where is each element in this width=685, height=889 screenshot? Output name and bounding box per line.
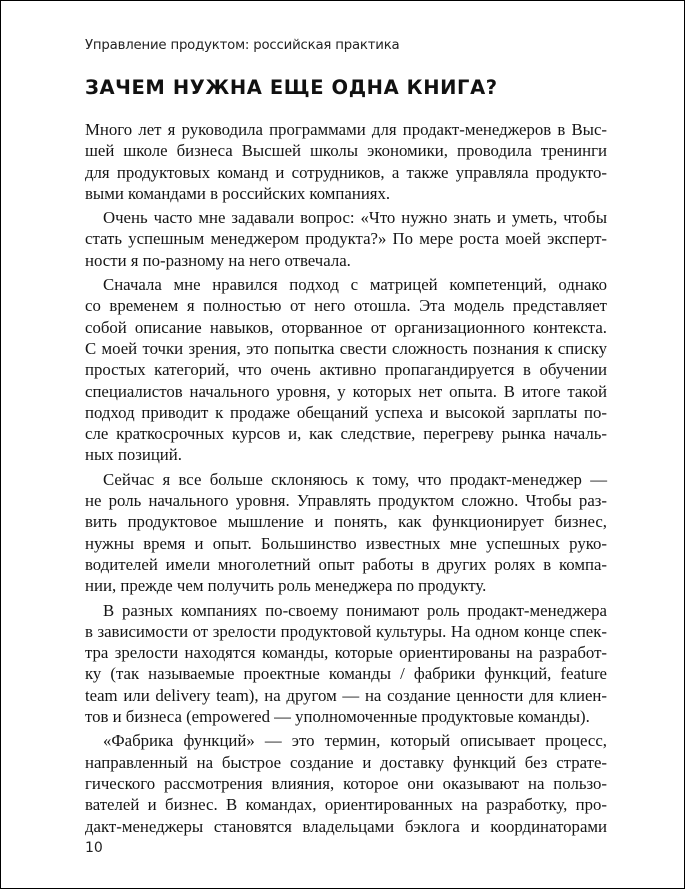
running-head: Управление продуктом: российская практика <box>85 38 400 53</box>
text-line: Очень часто мне задавали вопрос: «Что нужно знать и уметь, чтобы <box>103 208 607 228</box>
text-line: Сейчас я все больше склоняюсь к тому, что продакт-менеджер — <box>103 469 607 489</box>
paragraph-5 <box>85 600 607 728</box>
text-line: ных позиций. <box>85 445 182 465</box>
text-line: «Фабрика функций» — это термин, который описывает процесс, <box>103 731 607 751</box>
paragraph-6 <box>85 730 607 836</box>
text-line: Много лет я руководила программами для продакт-менеджеров в Выс- <box>85 120 607 139</box>
text-line: гического рассмотрения влияния, которое они оказывают на пользо- <box>85 773 607 793</box>
text-line: тов и бизнеса (empowered — уполномоченные продуктовые команды). <box>85 707 590 727</box>
text-line: нии, прежде чем получить роль менеджера по продукту. <box>85 576 487 596</box>
text-line: собой описание навыков, оторванное от организационного контекста. <box>85 317 607 337</box>
body-text <box>85 119 607 837</box>
paragraph-1 <box>85 119 607 204</box>
text-line: подход приводит к продаже обещаний успеха и высокой зарплаты по- <box>85 402 607 422</box>
text-line: вить продуктовое мышление и понять, как функционирует бизнес, <box>85 512 607 532</box>
text-line: тра зрелости находятся команды, которые ориентированы на разработ- <box>85 643 607 663</box>
text-line: специалистов начального уровня, у которых нет опыта. В итоге такой <box>85 381 607 401</box>
text-line: team или delivery team), на другом — на создание ценности для клиен- <box>85 685 607 705</box>
page-number: 10 <box>85 840 103 856</box>
text-line: со временем я полностью от него отошла. Эта модель представляет <box>85 296 607 316</box>
paragraph-3 <box>85 274 607 466</box>
text-line: Сначала мне нравился подход с матрицей компетенций, однако <box>103 275 607 295</box>
text-line: шей школе бизнеса Высшей школы экономики, проводила тренинги <box>85 141 607 161</box>
paragraph-2 <box>85 207 607 271</box>
text-line: направленный на быстрое создание и доставку функций без страте- <box>85 752 607 772</box>
text-line: стать успешным менеджером продукта?» По мере роста моей эксперт- <box>85 229 607 249</box>
text-line: В разных компаниях по-своему понимают роль продакт-менеджера <box>103 600 607 620</box>
text-line: водителей имели многолетний опыт работы в других ролях в компа- <box>85 554 607 574</box>
text-line: не роль начального уровня. Управлять продуктом сложно. Чтобы раз- <box>85 491 607 511</box>
text-line: простых категорий, что очень активно пропагандируется в обучении <box>85 360 607 380</box>
text-line: ку (так называемые проектные команды / фабрики функций, feature <box>85 664 607 684</box>
paragraph-4 <box>85 469 607 597</box>
chapter-title: ЗАЧЕМ НУЖНА ЕЩЕ ОДНА КНИГА? <box>85 76 498 99</box>
text-line: в зависимости от зрелости продуктовой культуры. На одном конце спек- <box>85 621 607 641</box>
text-line: выми командами в российских компаниях. <box>85 183 391 203</box>
text-line: С моей точки зрения, это попытка свести сложность познания к списку <box>85 338 607 358</box>
text-line: дакт-менеджеры становятся владельцами бэклога и координаторами <box>85 816 607 836</box>
text-line: ности я по-разному на него отвечала. <box>85 250 351 270</box>
text-line: нужны время и опыт. Большинство известных мне успешных руко- <box>85 533 607 553</box>
text-line: для продуктовых команд и сотрудников, а также управляла продукто- <box>85 162 607 182</box>
text-line: вателей и бизнес. В командах, ориентированных на разработку, про- <box>85 795 607 815</box>
text-line: сле краткосрочных курсов и, как следствие, перегреву рынка началь- <box>85 424 607 444</box>
